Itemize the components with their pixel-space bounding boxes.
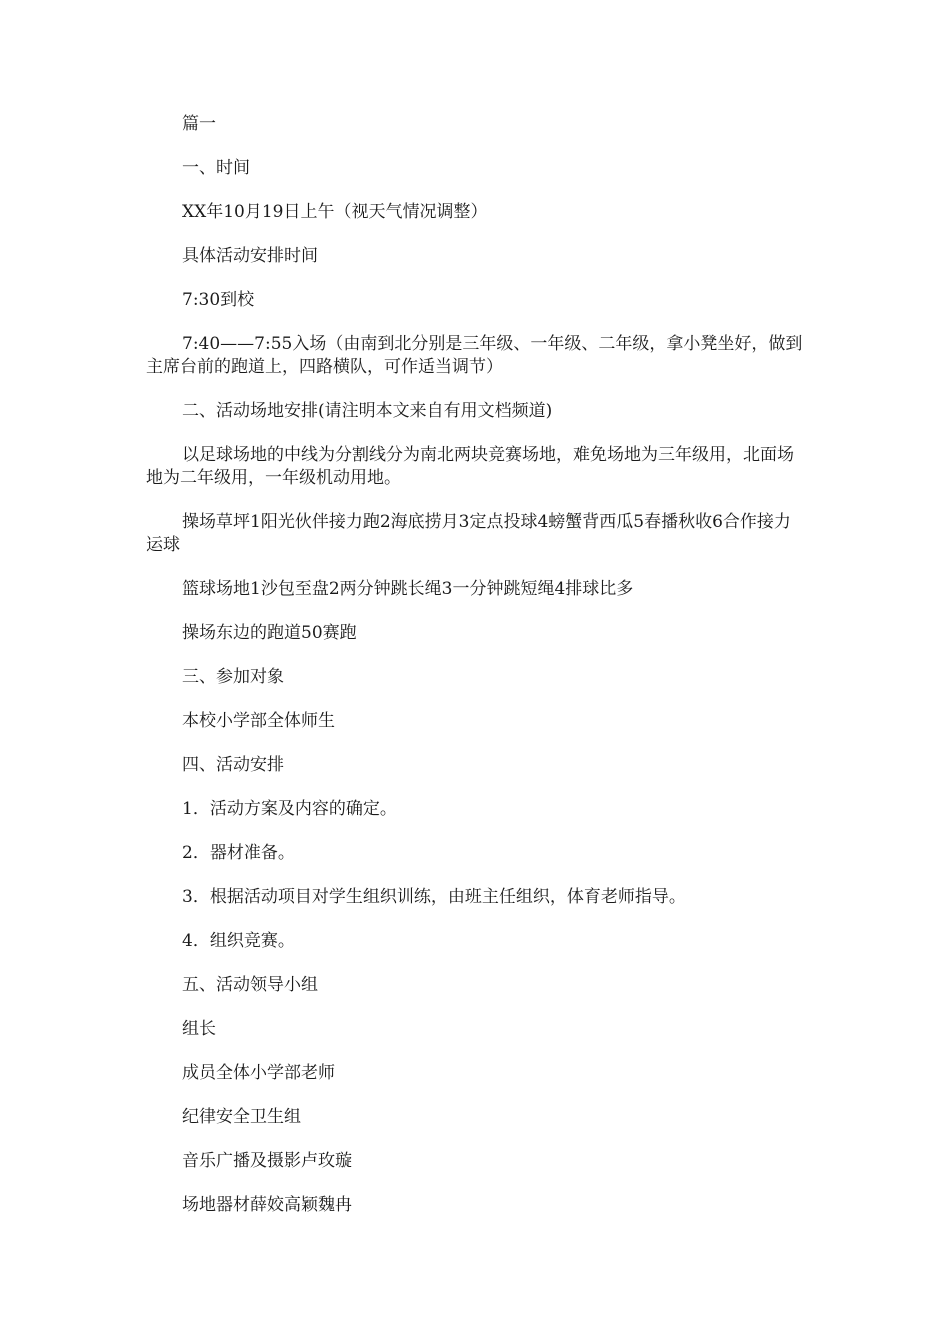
arrangement-item-2: 2．器材准备。: [182, 843, 295, 863]
section-heading-time: 一、时间: [182, 158, 250, 178]
members-line: 成员全体小学部老师: [182, 1063, 335, 1083]
section-heading-leadership: 五、活动领导小组: [182, 975, 318, 995]
leader-line: 组长: [182, 1019, 216, 1039]
east-track-event: 操场东边的跑道50赛跑: [182, 623, 357, 643]
discipline-group-line: 纪律安全卫生组: [182, 1107, 301, 1127]
document-body: [146, 113, 806, 1238]
participants: 本校小学部全体师生: [182, 711, 335, 731]
section-heading-venue: 二、活动场地安排(请注明本文来自有用文档频道): [182, 401, 553, 421]
section-heading-part-one: 篇一: [182, 114, 216, 134]
event-date: XX年10月19日上午（视天气情况调整）: [182, 202, 488, 222]
arrangement-item-4: 4．组织竞赛。: [182, 931, 295, 951]
equipment-line: 场地器材薛姣高颖魏冉: [182, 1195, 352, 1215]
arrival-time: 7:30到校: [182, 290, 255, 310]
entry-time: 7:40——7:55入场（由南到北分别是三年级、一年级、二年级，拿小凳坐好，做到主席台前的跑道上，四路横队，可作适当调节）: [146, 334, 803, 377]
arrangement-item-1: 1．活动方案及内容的确定。: [182, 799, 397, 819]
music-photo-line: 音乐广播及摄影卢玫璇: [182, 1151, 352, 1171]
arrangement-item-3: 3．根据活动项目对学生组织训练，由班主任组织，体育老师指导。: [182, 887, 686, 907]
schedule-heading: 具体活动安排时间: [182, 246, 318, 266]
venue-division: 以足球场地的中线为分割线分为南北两块竞赛场地，难免场地为三年级用，北面场地为二年级用，一年级机动用地。: [146, 445, 794, 488]
basketball-court-events: 篮球场地1沙包至盘2两分钟跳长绳3一分钟跳短绳4排球比多: [182, 579, 634, 599]
section-heading-participants: 三、参加对象: [182, 667, 284, 687]
section-heading-arrangements: 四、活动安排: [182, 755, 284, 775]
lawn-events: 操场草坪1阳光伙伴接力跑2海底捞月3定点投球4螃蟹背西瓜5春播秋收6合作接力运球: [146, 512, 791, 555]
